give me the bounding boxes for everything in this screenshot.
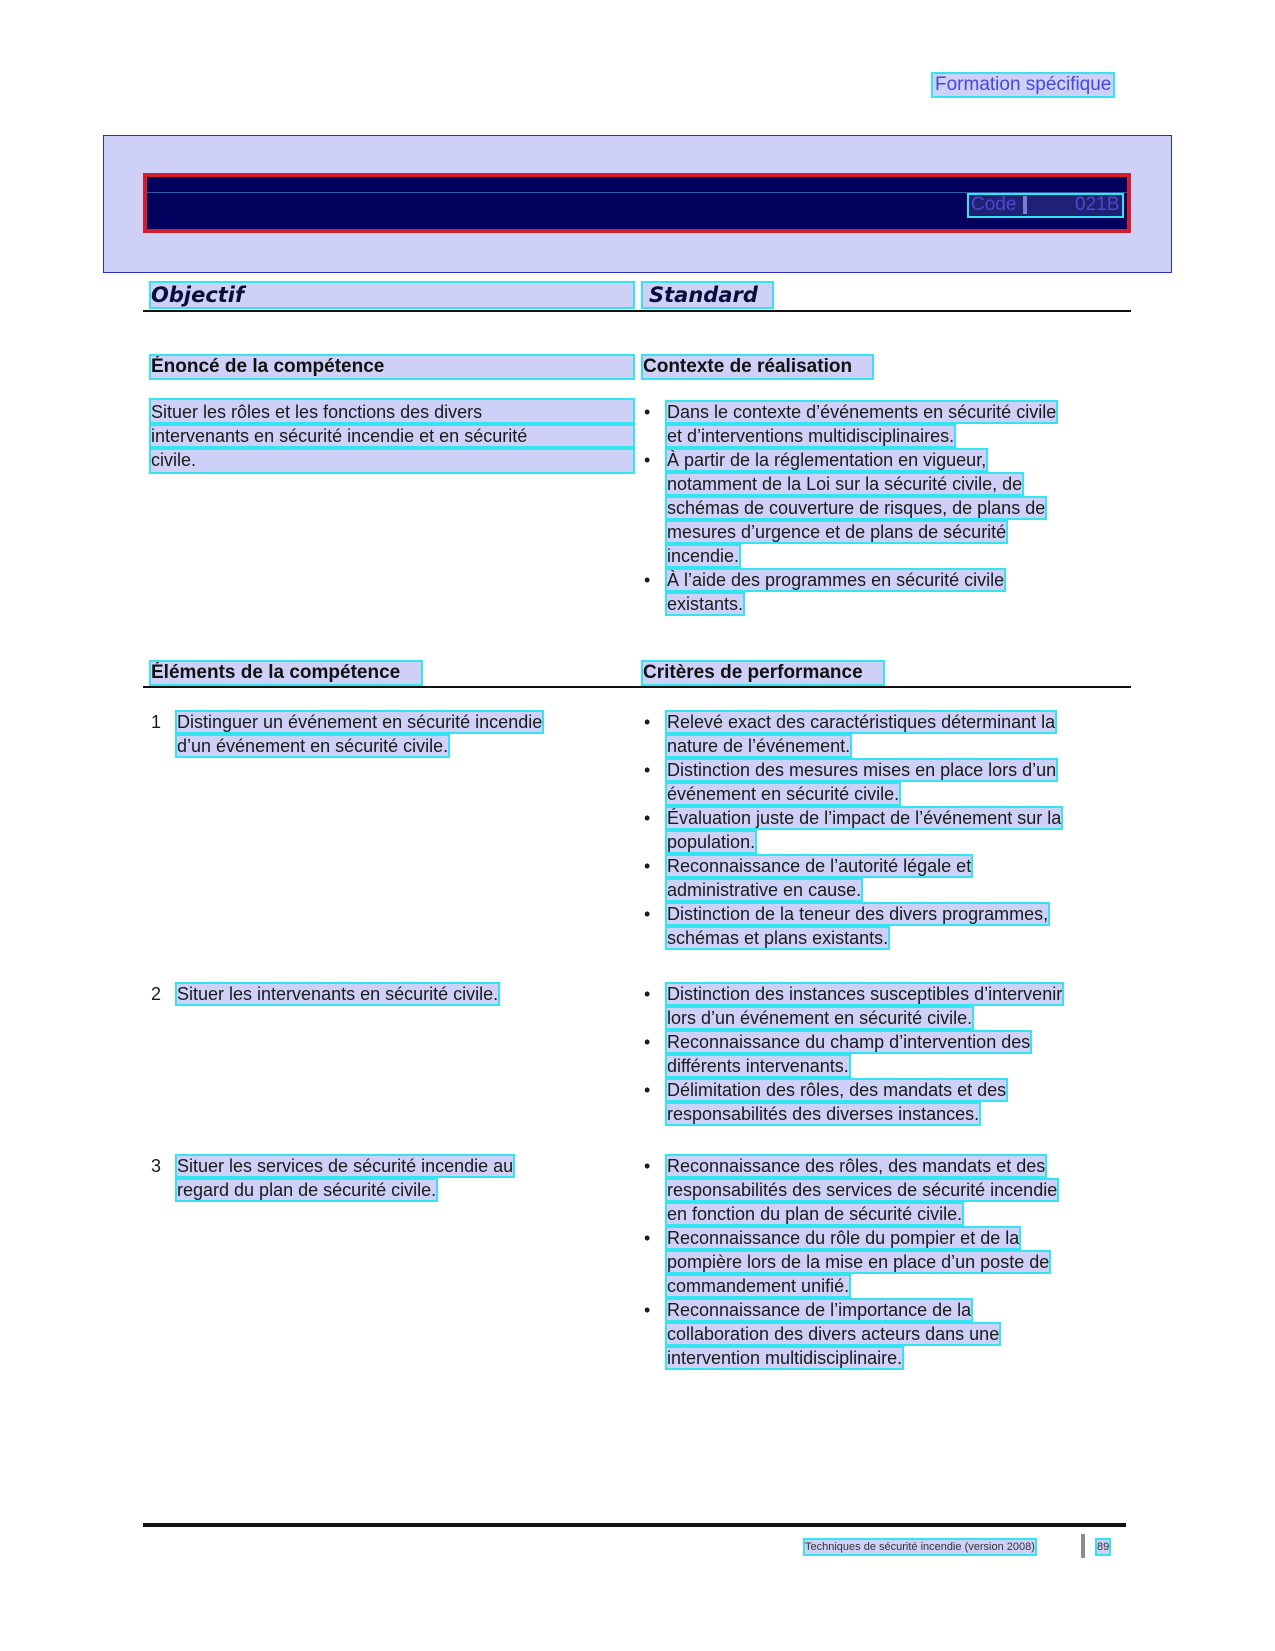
- element-1: 1 Distinguer un événement en sécurité incendie d’un événement en sécurité civile.: [151, 712, 543, 756]
- code-label: Code :: [971, 194, 1027, 215]
- code-value: 021B: [1075, 194, 1120, 215]
- list-item: • Reconnaissance du rôle du pompier et de la pompière lors de la mise en place d’un poste de commandement unifié.: [643, 1226, 1123, 1298]
- criteria-list-2: [643, 982, 1123, 1126]
- list-item: • Reconnaissance de l’autorité légale et administrative en cause.: [643, 854, 1123, 902]
- page-number: 89: [1097, 1541, 1110, 1553]
- list-item: • Distinction de la teneur des divers programmes, schémas et plans existants.: [643, 902, 1123, 950]
- heading-rule: [143, 310, 1131, 312]
- column-heading-standard: Standard: [643, 283, 772, 307]
- footer-rule: [143, 1523, 1126, 1527]
- criteria-list-3: [643, 1154, 1123, 1370]
- contexte-heading: Contexte de réalisation: [643, 356, 872, 378]
- list-item: • Relevé exact des caractéristiques déterminant la nature de l’événement.: [643, 710, 1123, 758]
- criteres-heading: Critères de performance: [643, 662, 883, 684]
- section-header: Formation spécifique: [935, 74, 1112, 95]
- contexte-list: [643, 400, 1123, 616]
- list-item: • Distinction des instances susceptibles d’intervenir lors d’un événement en sécurité civile.: [643, 982, 1123, 1030]
- footer-program: Techniques de sécurité incendie (version 2008): [805, 1541, 1035, 1553]
- section-rule: [143, 686, 1131, 688]
- list-item: • À l’aide des programmes en sécurité civile existants.: [643, 568, 1123, 616]
- criteria-list-1: [643, 710, 1123, 950]
- footer-separator: [1081, 1534, 1085, 1558]
- column-heading-objectif: Objectif: [151, 283, 633, 307]
- element-3: 3 Situer les services de sécurité incendie au regard du plan de sécurité civile.: [151, 1156, 514, 1200]
- list-item: • Dans le contexte d’événements en sécurité civile et d’interventions multidisciplinaires.: [643, 400, 1123, 448]
- list-item: • Reconnaissance du champ d’intervention des différents intervenants.: [643, 1030, 1123, 1078]
- enonce-heading: Énoncé de la compétence: [151, 356, 633, 378]
- list-item: • Reconnaissance des rôles, des mandats et des responsabilités des services de sécurité incendie en fonction du plan de sécurité civile.: [643, 1154, 1123, 1226]
- banner-divider: [147, 192, 1127, 193]
- list-item: • Distinction des mesures mises en place lors d’un événement en sécurité civile.: [643, 758, 1123, 806]
- list-item: • À partir de la réglementation en vigueur, notamment de la Loi sur la sécurité civile, de schémas de couverture de risques, de plans de mesures d’urgence et de plans de sécurité incendie.: [643, 448, 1123, 568]
- list-item: • Reconnaissance de l’importance de la collaboration des divers acteurs dans une intervention multidisciplinaire.: [643, 1298, 1123, 1370]
- list-item: • Évaluation juste de l’impact de l’événement sur la population.: [643, 806, 1123, 854]
- code-separator: [1023, 196, 1027, 214]
- list-item: • Délimitation des rôles, des mandats et des responsabilités des diverses instances.: [643, 1078, 1123, 1126]
- enonce-text: Situer les rôles et les fonctions des divers intervenants en sécurité incendie et en sécurité civile.: [151, 400, 651, 472]
- element-2: 2 Situer les intervenants en sécurité civile.: [151, 984, 499, 1004]
- elements-heading: Éléments de la compétence: [151, 662, 421, 684]
